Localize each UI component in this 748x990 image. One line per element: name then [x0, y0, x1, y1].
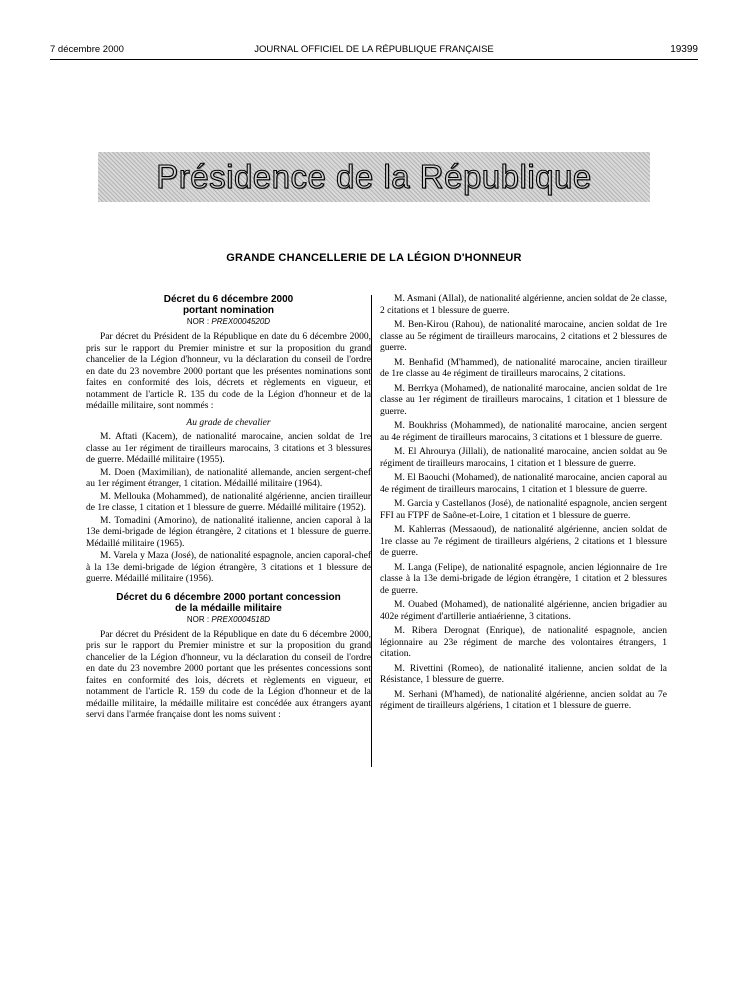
decree-medaille-militaire	[86, 592, 371, 722]
recipient-entry: M. Serhani (M'hamed), de nationalité algérienne, ancien soldat au 7e régiment de tirailleurs algériens, 1 citation et 1 blessure de guerre.	[380, 689, 667, 711]
recipient-entry: M. Berrkya (Mohamed), de nationalité marocaine, ancien soldat de 1re classe au 1er régiment de tirailleurs marocains, 1 citation et 1 blessure de guerre.	[380, 383, 667, 417]
right-column	[380, 294, 667, 716]
recipient-entry: M. Ben-Kirou (Rahou), de nationalité marocaine, ancien soldat de 1re classe au 5e régiment de tirailleurs marocains, 2 citations et 2 blessures de guerre.	[380, 320, 667, 353]
column-divider	[371, 295, 372, 767]
issue-date: 7 décembre 2000	[50, 44, 124, 55]
section-title: Présidence de la République	[156, 158, 592, 195]
nor-label: NOR :	[186, 614, 210, 624]
nominee-entry: M. Mellouka (Mohammed), de nationalité algérienne, ancien tirailleur de 1re classe, 1 citation et 1 blessure de guerre. Médaillé militaire (1952).	[86, 491, 371, 513]
nor-reference	[86, 316, 371, 327]
ministry-heading: GRANDE CHANCELLERIE DE LA LÉGION D'HONNEUR	[226, 252, 522, 264]
recipient-entry: M. Kahlerras (Messaoud), de nationalité algérienne, ancien soldat de 1re classe au 7e régiment de tirailleurs algériens, 2 citations et 1 blessure de guerre.	[380, 525, 667, 558]
nominee-entry: M. Aftati (Kacem), de nationalité marocaine, ancien soldat de 1re classe au 1er régiment de tirailleurs marocains, 3 citations et 3 blessures de guerre. Médaillé militaire (1955).	[86, 432, 371, 465]
journal-title: JOURNAL OFFICIEL DE LA RÉPUBLIQUE FRANÇAISE	[254, 44, 494, 55]
decree-intro: Par décret du Président de la République en date du 6 décembre 2000, pris sur le rapport du Premier ministre et sur la proposition du grand chancelier de la Légion d'honneur, vu la déclaration du conseil de l'ordre en date du 23 novembre 2000 portant que les présentes nominations sont faites en conformité des lois, décrets et règlements en vigueur, et notamment de l'article R. 135 du code de la Légion d'honneur et de la médaille militaire, sont nommés :	[86, 332, 371, 411]
decree-title-line1: Décret du 6 décembre 2000 portant concession	[116, 591, 341, 603]
decree-intro: Par décret du Président de la République en date du 6 décembre 2000, pris sur le rapport du Premier ministre et sur la proposition du grand chancelier de la Légion d'honneur, vu la déclaration du conseil de l'ordre en date du 23 novembre 2000 portant que les présentes concessions sont faites en conformité des lois, décrets et règlements en vigueur, et notamment de l'article R. 159 du code de la Légion d'honneur et de la médaille militaire, la médaille militaire est concédée aux étrangers ayant servi dans l'armée française dont les noms suivent :	[86, 629, 371, 720]
running-head	[50, 44, 698, 58]
nor-code: PREX0004518D	[211, 614, 271, 624]
decree-title-line2: portant nomination	[182, 305, 275, 316]
header-rule	[50, 59, 698, 60]
nominee-entry: M. Tomadini (Amorino), de nationalité italienne, ancien caporal à la 13e demi-brigade de légion étrangère, 2 citations et 1 blessure de guerre. Médaillé militaire (1965).	[86, 515, 371, 549]
recipient-entry: M. El Ahrourya (Jillali), de nationalité marocaine, ancien soldat au 9e régiment de tirailleurs marocains, 1 citation et 1 blessure de guerre.	[380, 447, 667, 469]
recipient-entry: M. Benhafid (M'hammed), de nationalité marocaine, ancien tirailleur de 1re classe au 4e régiment de tirailleurs marocains, 2 citations.	[380, 357, 667, 379]
nor-code: PREX0004520D	[211, 317, 271, 326]
section-banner	[98, 152, 650, 202]
grade-heading: Au grade de chevalier	[186, 417, 271, 428]
nominee-entry: M. Varela y Maza (José), de nationalité espagnole, ancien caporal-chef à la 13e demi-brigade de légion étrangère, 3 citations et 1 blessure de guerre. Médaillé militaire (1956).	[86, 551, 371, 584]
recipient-entry: M. Ribera Derognat (Enrique), de nationalité espagnole, ancien légionnaire au 23e régiment de marche des volontaires étrangers, 1 citation.	[380, 626, 667, 659]
nor-reference	[86, 614, 371, 625]
nor-label: NOR :	[186, 317, 210, 326]
decree-nomination	[86, 294, 371, 586]
left-column	[86, 294, 371, 723]
nominee-entry: M. Doen (Maximilian), de nationalité allemande, ancien sergent-chef au 1er régiment étranger, 1 citation. Médaillé militaire (1964).	[86, 467, 371, 489]
recipient-entry: M. Garcia y Castellanos (José), de nationalité espagnole, ancien sergent FFI au FTPF de Saône-et-Loire, 1 citation et 1 blessure de guerre.	[380, 499, 667, 521]
recipient-entry: M. Asmani (Allal), de nationalité algérienne, ancien soldat de 2e classe, 2 citations et 1 blessure de guerre.	[380, 294, 667, 316]
decree-title-line1: Décret du 6 décembre 2000	[163, 294, 294, 305]
recipient-entry: M. Boukhriss (Mohammed), de nationalité marocaine, ancien sergent au 4e régiment de tirailleurs marocains, 3 citations et 1 blessure de guerre.	[380, 421, 667, 443]
page-number: 19399	[670, 44, 698, 55]
recipient-entry: M. El Baouchi (Mohamed), de nationalité marocaine, ancien caporal au 4e régiment de tirailleurs marocains, 1 citation et 1 blessure de guerre.	[380, 473, 667, 495]
decree-title-line2: de la médaille militaire	[175, 602, 282, 614]
recipient-entry: M. Langa (Felipe), de nationalité espagnole, ancien légionnaire de 1re classe à la 13e demi-brigade de légion étrangère, 1 citation et 2 blessures de guerre.	[380, 562, 667, 596]
recipient-entry: M. Rivettini (Romeo), de nationalité italienne, ancien soldat de la Résistance, 1 blessure de guerre.	[380, 663, 667, 685]
recipient-entry: M. Ouabed (Mohamed), de nationalité algérienne, ancien brigadier au 402e régiment d'artillerie antiaérienne, 3 citations.	[380, 600, 667, 622]
